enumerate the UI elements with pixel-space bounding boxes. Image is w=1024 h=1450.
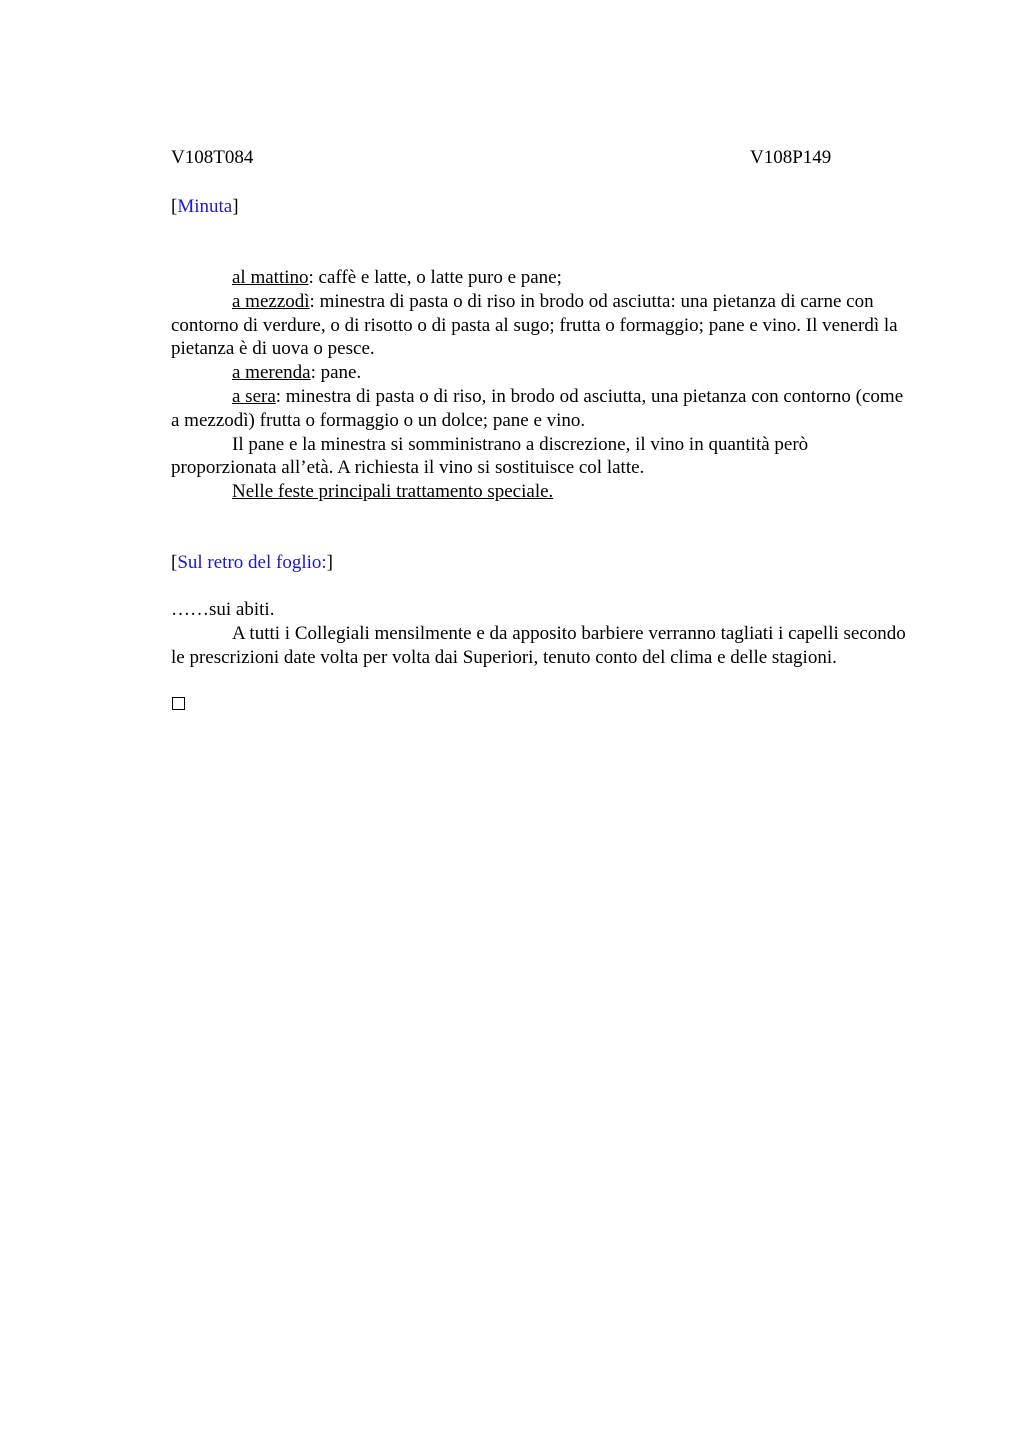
- bracket-open: [: [171, 552, 178, 573]
- paragraph-ellipsis: ……sui abiti.: [171, 599, 275, 620]
- paragraph-bread-wine: Il pane e la minestra si somministrano a discrezione, il vino in quantità però proporzionata all’età. A richiesta il vino si sostituisce col latte.: [171, 433, 809, 479]
- text-feasts: Nelle feste principali trattamento speciale.: [232, 481, 554, 503]
- section-heading-minuta: [171, 195, 239, 219]
- paragraph-morning: [171, 266, 916, 290]
- label-evening: a sera: [232, 385, 276, 407]
- label-noon: a mezzodì: [232, 290, 310, 312]
- paragraph-feasts: [171, 480, 916, 504]
- section-heading-back: [171, 551, 333, 575]
- bracket-close: ]: [232, 196, 239, 217]
- bracket-open: [: [171, 196, 178, 217]
- label-morning: al mattino: [232, 267, 309, 288]
- back-text-block: [171, 598, 916, 669]
- text-snack: : pane.: [310, 362, 362, 384]
- paragraph-noon: [171, 290, 916, 361]
- paragraph-haircut: A tutti i Collegiali mensilmente e da apposito barbiere verranno tagliati i capelli secondo le prescrizioni date volta per volta dai Superiori, tenuto conto del clima e delle stagioni.: [171, 622, 906, 668]
- text-noon: : minestra di pasta o di riso in brodo od asciutta: una pietanza di carne con contorno di verdure, o di risotto o di pasta al sugo; frutta o formaggio; pane e vino. Il venerdì la pietanza è di uova o pesce.: [171, 290, 898, 360]
- text-morning: : caffè e latte, o latte puro e pane;: [308, 267, 562, 288]
- paragraph-evening: [171, 385, 916, 433]
- paragraph-snack: [171, 361, 916, 385]
- end-mark-box-icon: [172, 697, 185, 710]
- section-title: Sul retro del foglio:: [177, 552, 327, 573]
- label-snack: a merenda: [232, 362, 311, 384]
- bracket-close: ]: [326, 552, 333, 573]
- document-code-left: V108T084: [171, 147, 254, 168]
- section-title: Minuta: [177, 196, 233, 217]
- menu-text-block: [171, 266, 916, 504]
- text-evening: : minestra di pasta o di riso, in brodo od asciutta, una pietanza con contorno (come a mezzodì) frutta o formaggio o un dolce; pane e vino.: [171, 385, 904, 431]
- document-code-right: V108P149: [750, 147, 832, 168]
